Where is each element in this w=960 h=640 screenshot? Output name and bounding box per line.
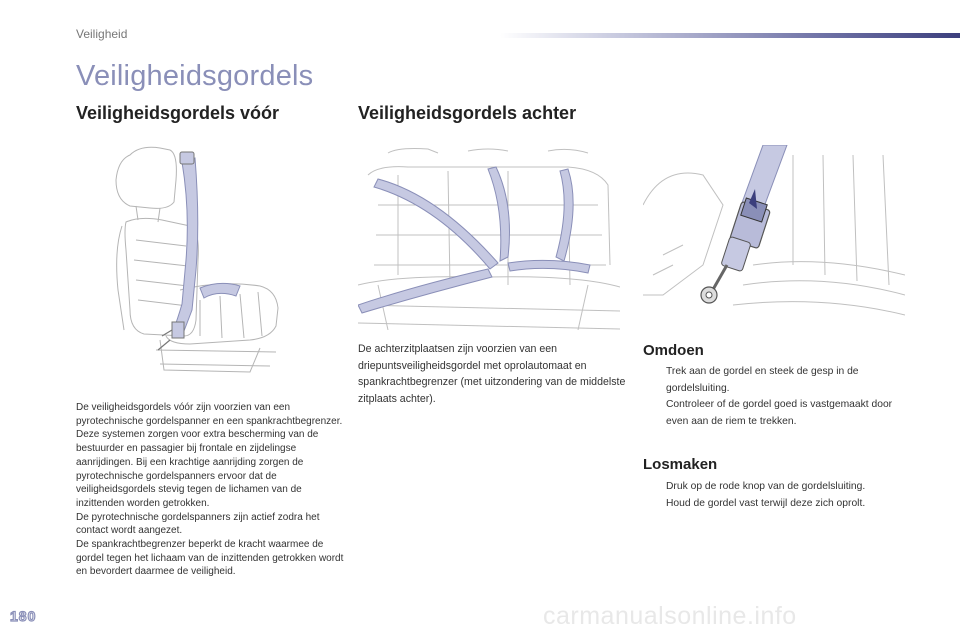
watermark: carmanualsonline.info — [543, 602, 797, 630]
release-steps — [643, 479, 913, 512]
fasten-heading: Omdoen — [643, 342, 704, 359]
page-title: Veiligheidsgordels — [76, 60, 314, 92]
section-label: Veiligheid — [76, 27, 128, 41]
list-item: Controleer of de gordel goed is vastgemaakt door even aan de riem te trekken. — [666, 399, 893, 427]
front-seat-illustration — [100, 140, 300, 390]
front-paragraph: Deze systemen zorgen voor extra bescherming van de bestuurder en passagier bij frontale en zijdelingse aanrijdingen. Bij een krachtige aanrijding zorgen de pyrotechnische gordelspanners ervoor dat de veiligheidsgordels stevig tegen de lichamen van de inzittenden worden getrokken. — [76, 429, 319, 509]
front-paragraph: De spankrachtbegrenzer beperkt de kracht waarmee de gordel tegen het lichaam van de inzittenden getrokken wordt en bevordert daarmee de veiligheid. — [76, 539, 344, 578]
rear-belts-description: De achterzitplaatsen zijn voorzien van een driepuntsveiligheidsgordel met oprolautomaat en spankrachtbegrenzer (met uitzondering van de middelste zitplaats achter). — [358, 343, 626, 405]
front-belts-description — [76, 401, 346, 579]
header-gradient-bar — [500, 33, 960, 38]
rear-seat-illustration — [358, 145, 620, 330]
list-item: Trek aan de gordel en steek de gesp in de gordelsluiting. — [666, 366, 859, 394]
release-heading: Losmaken — [643, 456, 718, 473]
list-item: Druk op de rode knop van de gordelsluiting. — [666, 481, 866, 492]
page-number: 180 — [10, 608, 37, 624]
front-paragraph: De veiligheidsgordels vóór zijn voorzien van een pyrotechnische gordelspanner en een spankrachtbegrenzer. — [76, 402, 343, 427]
buckle-illustration — [643, 145, 905, 330]
fasten-steps — [643, 364, 913, 430]
list-item: Houd de gordel vast terwijl deze zich oprolt. — [666, 497, 866, 509]
rear-belts-heading: Veiligheidsgordels achter — [358, 103, 577, 123]
front-belts-heading: Veiligheidsgordels vóór — [76, 103, 280, 123]
front-paragraph: De pyrotechnische gordelspanners zijn actief zodra het contact wordt aangezet. — [76, 511, 320, 537]
